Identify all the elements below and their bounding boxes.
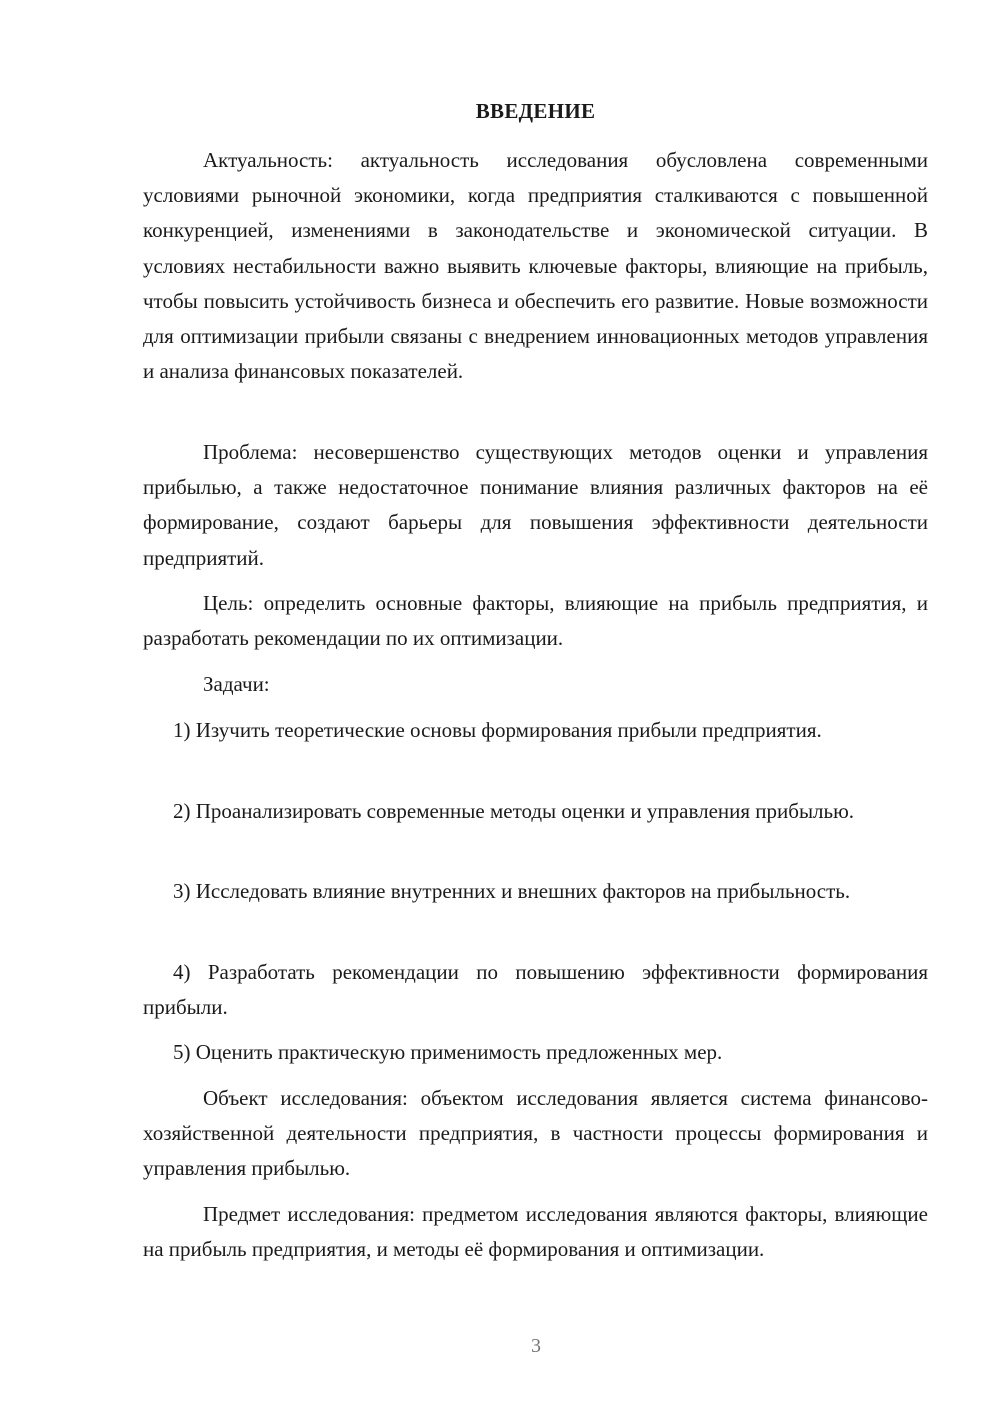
page-title: ВВЕДЕНИЕ: [475, 99, 596, 123]
paragraph-goal: Цель: определить основные факторы, влияющие на прибыль предприятия, и разработать рекомендации по их оптимизации.: [143, 591, 928, 651]
task-list-item: 3) Исследовать влияние внутренних и внешних факторов на прибыльность.: [173, 879, 851, 903]
task-list-item: 1) Изучить теоретические основы формирования прибыли предприятия.: [173, 718, 822, 742]
paragraph-problem: Проблема: несовершенство существующих методов оценки и управления прибылью, а также недостаточное понимание влияния различных факторов на её формирование, создают барьеры для повышения эффективности деятельности предприятий.: [143, 440, 928, 570]
paragraph-relevance: Актуальность: актуальность исследования обусловлена современными условиями рыночной экономики, когда предприятия сталкиваются с повышенной конкуренцией, изменениями в законодательстве и экономической ситуации. В условиях нестабильности важно выявить ключевые факторы, влияющие на прибыль, чтобы повысить устойчивость бизнеса и обеспечить его развитие. Новые возможности для оптимизации прибыли связаны с внедрением инновационных методов управления и анализа финансовых показателей.: [143, 148, 928, 384]
paragraph-object: Объект исследования: объектом исследования является система финансово-хозяйственной деятельности предприятия, в частности процессы формирования и управления прибылью.: [143, 1086, 928, 1181]
paragraph-tasks-heading: Задачи:: [203, 672, 270, 696]
task-list-item: 5) Оценить практическую применимость предложенных мер.: [173, 1040, 723, 1064]
task-list-item: 2) Проанализировать современные методы оценки и управления прибылью.: [173, 799, 855, 823]
paragraph-subject: Предмет исследования: предметом исследования являются факторы, влияющие на прибыль предприятия, и методы её формирования и оптимизации.: [143, 1202, 928, 1262]
task-list-item: 4) Разработать рекомендации по повышению эффективности формирования прибыли.: [143, 960, 928, 1020]
page-number: 3: [531, 1335, 541, 1357]
